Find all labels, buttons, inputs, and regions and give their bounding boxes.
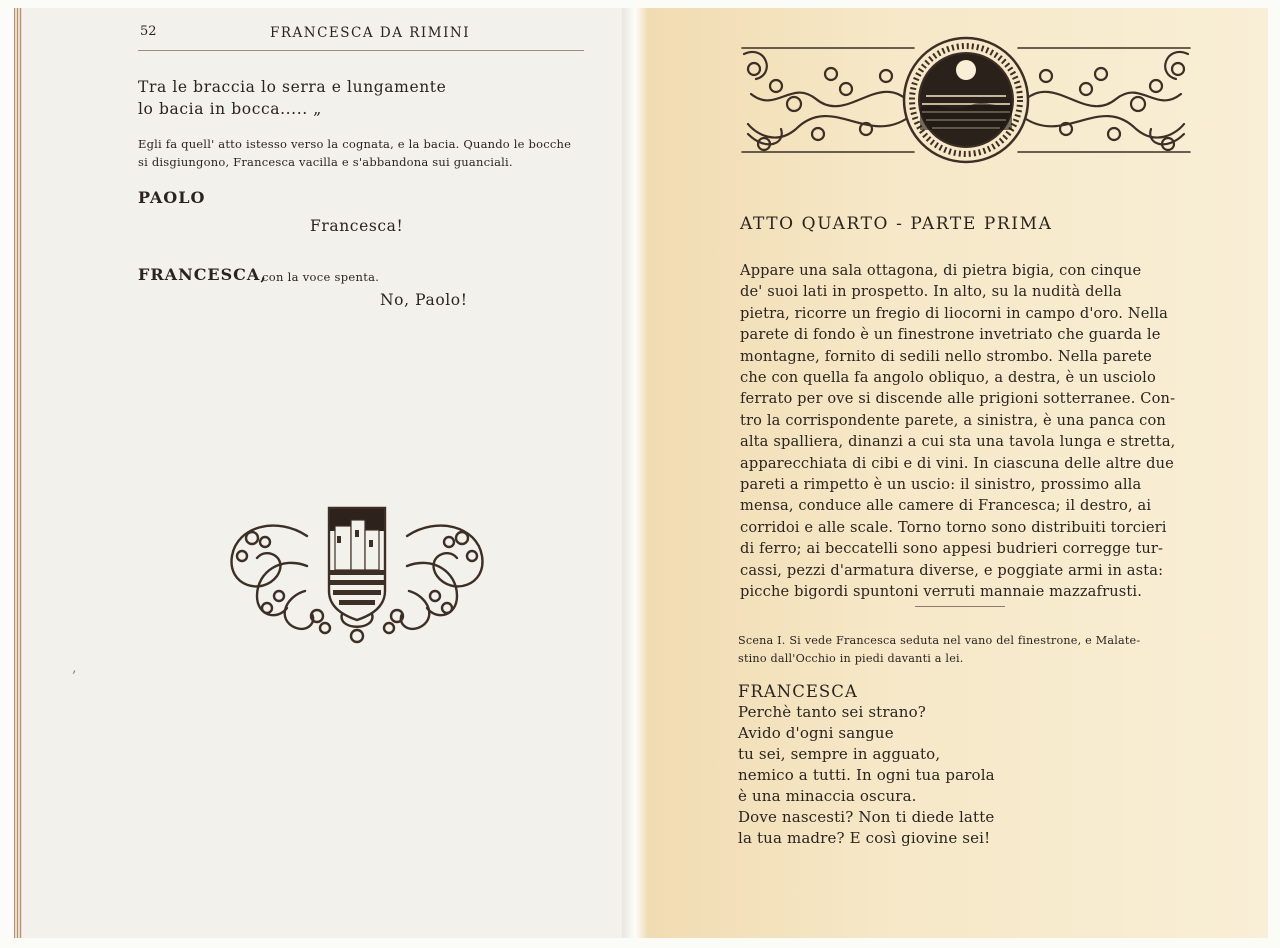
dialogue-verse xyxy=(738,702,995,849)
speaker-francesca: FRANCESCA xyxy=(738,682,858,701)
speaker-francesca: FRANCESCA, xyxy=(138,265,267,284)
description-line: alta spalliera, dinanzi a cui sta una tavola lunga e stretta, xyxy=(740,433,1176,451)
dialogue-line: Francesca! xyxy=(310,217,404,235)
verse-line: tu sei, sempre in agguato, xyxy=(738,745,941,763)
scene-heading xyxy=(738,632,1140,668)
stage-direction-line: Egli fa quell' atto istesso verso la cognata, e la bacia. Quando le bocche xyxy=(138,137,572,151)
running-title: FRANCESCA DA RIMINI xyxy=(270,25,471,41)
description-line: pietra, ricorre un fregio di liocorni in campo d'oro. Nella xyxy=(740,304,1168,322)
description-line: de' suoi lati in prospetto. In alto, su la nudità della xyxy=(740,283,1122,301)
scene-heading-line: Scena I. Si vede Francesca seduta nel vano del finestrone, e Malate- xyxy=(738,634,1141,647)
verse-block xyxy=(138,76,446,120)
section-divider xyxy=(915,606,1005,607)
description-line: tro la corrispondente parete, a sinistra, è una panca con xyxy=(740,411,1166,429)
verse-line: Dove nascesti? Non ti diede latte xyxy=(738,808,995,826)
description-line: mensa, conduce alle camere di Francesca; il destro, ai xyxy=(740,497,1152,515)
description-line: apparecchiata di cibi e di vini. In ciascuna delle altre due xyxy=(740,454,1174,472)
description-line: di ferro; ai beccatelli sono appesi budrieri corregge tur- xyxy=(740,540,1164,558)
page-mark: ‚ xyxy=(72,660,77,676)
speaker-stage-note: con la voce spenta. xyxy=(262,270,380,284)
description-line: corridoi e alle scale. Torno torno sono distribuiti torcieri xyxy=(740,518,1167,536)
right-page xyxy=(648,8,1268,938)
description-line: pareti a rimpetto è un uscio: il sinistro, prossimo alla xyxy=(740,476,1142,494)
verse-line: nemico a tutti. In ogni tua parola xyxy=(738,766,995,784)
stage-direction xyxy=(138,135,571,171)
description-line: cassi, pezzi d'armatura diverse, e poggiate armi in asta: xyxy=(740,561,1164,579)
verse-line: lo bacia in bocca..... „ xyxy=(138,100,322,118)
description-line: Appare una sala ottagona, di pietra bigia, con cinque xyxy=(740,262,1142,279)
description-line: montagne, fornito di sedili nello strombo. Nella parete xyxy=(740,347,1152,365)
description-line: che con quella fa angolo obliquo, a destra, è un usciolo xyxy=(740,369,1156,387)
description-line: ferrato per ove si discende alle prigioni sotterranee. Con- xyxy=(740,390,1176,408)
left-page xyxy=(22,8,622,938)
description-line: picche bigordi spuntoni verruti mannaie mazzafrusti. xyxy=(740,583,1143,601)
page-number: 52 xyxy=(140,24,157,39)
description-line: parete di fondo è un finestrone invetriato che guarda le xyxy=(740,326,1161,344)
verse-line: Perchè tanto sei strano? xyxy=(738,703,926,721)
verse-line: Avido d'ogni sangue xyxy=(738,724,894,742)
verse-line: è una minaccia oscura. xyxy=(738,787,917,805)
moon-sea-medallion-ornament xyxy=(736,34,1196,164)
scene-heading-line: stino dall'Occhio in piedi davanti a lei. xyxy=(738,652,964,665)
header-rule xyxy=(138,50,584,51)
stage-direction-line: si disgiungono, Francesca vacilla e s'abbandona sui guanciali. xyxy=(138,155,513,169)
verse-line: la tua madre? E così giovine sei! xyxy=(738,829,991,847)
verse-line: Tra le braccia lo serra e lungamente xyxy=(138,78,447,96)
dialogue-line: No, Paolo! xyxy=(380,291,468,309)
act-title: ATTO QUARTO - PARTE PRIMA xyxy=(740,214,1053,234)
book-gutter xyxy=(622,8,648,938)
scene-description xyxy=(740,260,1175,603)
castle-crest-ornament xyxy=(217,496,497,646)
speaker-paolo: PAOLO xyxy=(138,188,206,207)
